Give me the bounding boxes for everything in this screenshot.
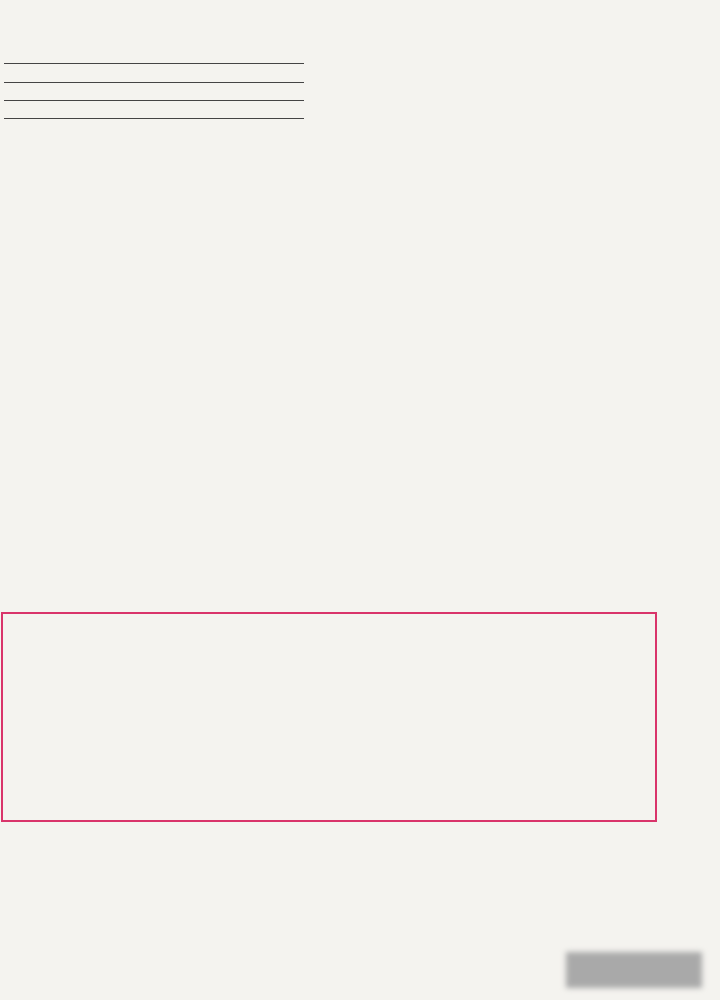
redacted-area (566, 952, 702, 988)
highlight-box (1, 612, 657, 822)
